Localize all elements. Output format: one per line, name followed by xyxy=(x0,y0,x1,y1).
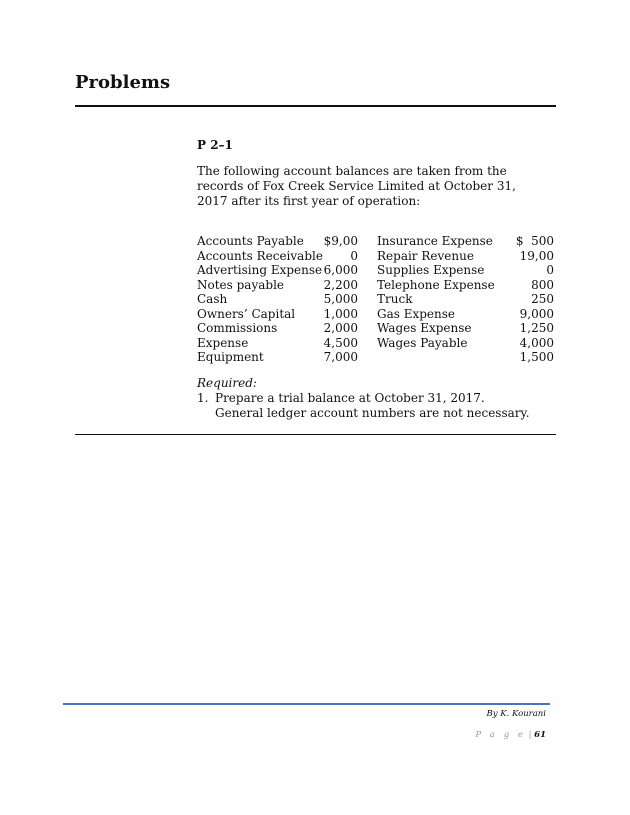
account-label: Supplies Expense xyxy=(377,263,485,277)
account-label: Commissions xyxy=(197,321,278,335)
account-value: $9,00 xyxy=(323,234,358,248)
account-label: Owners’ Capital xyxy=(197,306,296,321)
account-value: 5,000 xyxy=(323,292,358,306)
account-label: Wages Payable xyxy=(377,335,468,350)
account-value: $ 500 xyxy=(515,234,554,248)
required-item-number: 1. xyxy=(197,391,209,405)
account-value: 0 xyxy=(350,248,358,263)
accounts-right-values xyxy=(500,234,554,365)
page-word: P a g e xyxy=(475,730,526,740)
account-value: 1,500 xyxy=(519,350,554,364)
account-value: 250 xyxy=(531,292,554,306)
account-label: Notes payable xyxy=(197,277,285,292)
account-label: Equipment xyxy=(197,350,264,364)
account-value: 1,000 xyxy=(323,306,358,321)
account-value: 1,250 xyxy=(519,321,554,335)
accounts-left-values xyxy=(322,234,358,365)
account-label: Gas Expense xyxy=(377,306,456,321)
section-divider xyxy=(75,105,556,107)
accounts-right-labels xyxy=(377,234,507,365)
account-label: Repair Revenue xyxy=(377,248,474,263)
account-value: 800 xyxy=(531,277,554,292)
account-label: Accounts Payable xyxy=(197,234,304,248)
account-value: 4,000 xyxy=(519,335,554,350)
page-number-block xyxy=(476,730,547,740)
account-value: 7,000 xyxy=(323,350,358,364)
account-value: 4,500 xyxy=(323,335,358,350)
account-value: 19,00 xyxy=(519,248,554,263)
page-number: 61 xyxy=(534,730,546,740)
problem-id: P 2–1 xyxy=(197,138,233,152)
account-label: Expense xyxy=(197,335,249,350)
account-label: Accounts Receivable xyxy=(197,248,323,263)
footer-author: By K. Kourani xyxy=(486,709,546,719)
section-title: Problems xyxy=(75,72,171,93)
account-label: Wages Expense xyxy=(377,321,472,335)
account-label: Truck xyxy=(377,292,413,306)
account-label xyxy=(377,350,507,365)
account-value: 0 xyxy=(546,263,554,277)
account-value: 9,000 xyxy=(519,306,554,321)
account-label: Advertising Expense xyxy=(197,263,323,277)
required-label: Required: xyxy=(197,376,257,390)
problem-end-divider xyxy=(75,434,556,435)
account-label: Cash xyxy=(197,292,228,306)
account-label: Telephone Expense xyxy=(377,277,495,292)
accounts-left-labels xyxy=(197,234,322,365)
account-label: Insurance Expense xyxy=(377,234,493,248)
required-item-text: Prepare a trial balance at October 31, 2017. General ledger account numbers are not necessary. xyxy=(215,391,530,420)
account-value: 2,200 xyxy=(323,277,358,292)
page-separator: | xyxy=(528,730,532,740)
problem-intro: The following account balances are taken from the records of Fox Creek Service Limited at October 31, 2017 after its first year of operation: xyxy=(197,164,516,208)
account-value: 6,000 xyxy=(323,263,358,277)
footer-divider xyxy=(63,703,550,705)
account-value: 2,000 xyxy=(323,321,358,335)
